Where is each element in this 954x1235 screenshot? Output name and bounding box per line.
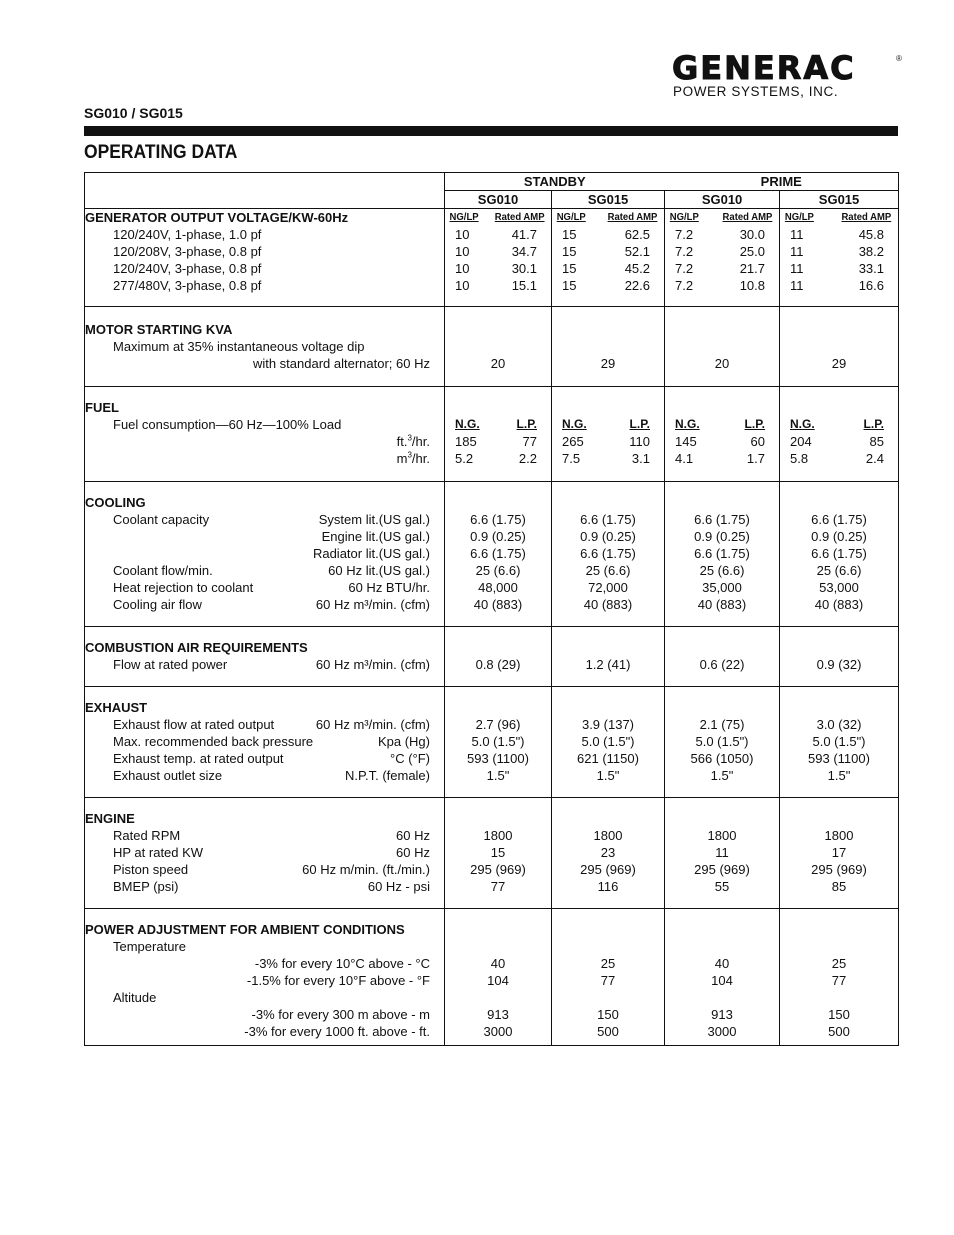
- ng-label: N.G.: [675, 417, 700, 431]
- cell: 110: [629, 434, 650, 449]
- cell: 85: [831, 879, 847, 894]
- cell: 621 (1150): [577, 751, 639, 766]
- row-label: Flow at rated power: [113, 657, 228, 672]
- cell: 40: [714, 956, 730, 971]
- cell: 45.2: [624, 261, 650, 276]
- cell: 15: [490, 845, 506, 860]
- cell: 5.2: [455, 451, 474, 466]
- cell: 1.5": [827, 768, 851, 783]
- cell: 25 (6.6): [816, 563, 862, 578]
- cell: 913: [711, 1007, 733, 1022]
- cell: 77: [490, 879, 506, 894]
- row-label: Exhaust outlet size: [113, 768, 223, 783]
- cell: 11: [790, 261, 804, 276]
- row-unit: °C (°F): [390, 751, 430, 766]
- row-label: Coolant flow/min.: [113, 563, 213, 578]
- cell: 30.1: [511, 261, 537, 276]
- cell: 150: [597, 1007, 619, 1022]
- cell: 3000: [707, 1024, 737, 1039]
- cell: 6.6 (1.75): [694, 546, 750, 561]
- cell: 0.9 (32): [816, 657, 862, 672]
- rated-amp-label: Rated AMP: [494, 212, 545, 223]
- row-unit: Kpa (Hg): [377, 734, 430, 749]
- cell: 40 (883): [473, 597, 523, 612]
- row-unit: 60 Hz BTU/hr.: [348, 580, 430, 595]
- section-combustion-air: [85, 627, 899, 687]
- cell: 204: [790, 434, 812, 449]
- section-heading: COOLING: [85, 495, 146, 510]
- lp-label: L.P.: [629, 417, 650, 431]
- row-label: Altitude: [113, 990, 157, 1005]
- ng-lp-label: NG/LP: [669, 212, 699, 223]
- row-label: BMEP (psi): [113, 879, 179, 894]
- cell: 3.9 (137): [581, 717, 635, 732]
- cell: 77: [600, 973, 616, 988]
- cell: 5.8: [790, 451, 809, 466]
- cell: 77: [522, 434, 537, 449]
- cell: 1.5": [486, 768, 510, 783]
- cell: 0.9 (0.25): [470, 529, 526, 544]
- cell: 15.1: [511, 278, 537, 293]
- row-label: Fuel consumption—60 Hz—100% Load: [113, 417, 342, 432]
- cell: 0.6 (22): [699, 657, 745, 672]
- row-unit: Radiator lit.(US gal.): [312, 546, 430, 561]
- unit-tail: /hr.: [411, 451, 430, 466]
- operating-data-table: [84, 172, 899, 1046]
- cell: 6.6 (1.75): [470, 546, 526, 561]
- cell: 6.6 (1.75): [580, 546, 636, 561]
- cell: 2.7 (96): [475, 717, 521, 732]
- cell: 48,000: [478, 580, 518, 595]
- row-unit: Engine lit.(US gal.): [321, 529, 430, 544]
- cell: 45.8: [858, 227, 884, 242]
- cell: 1800: [483, 828, 513, 843]
- cell: 295 (969): [811, 862, 867, 877]
- cell: 40 (883): [814, 597, 864, 612]
- cell: 7.2: [675, 227, 694, 242]
- model-col: SG010: [445, 191, 552, 208]
- model-col: SG015: [552, 191, 665, 208]
- cell: 11: [790, 244, 804, 259]
- cell: 593 (1100): [467, 751, 529, 766]
- cell: 20: [714, 356, 730, 371]
- cell: 0.9 (0.25): [694, 529, 750, 544]
- row-unit: 60 Hz - psi: [367, 879, 430, 894]
- row-label: HP at rated KW: [113, 845, 204, 860]
- generac-logo: [672, 49, 904, 102]
- cell: 52.1: [624, 244, 650, 259]
- cell: 104: [711, 973, 733, 988]
- cell: 41.7: [511, 227, 537, 242]
- cell: 23: [600, 845, 616, 860]
- cell: 25.0: [739, 244, 765, 259]
- cell: 6.6 (1.75): [470, 512, 526, 527]
- row-label: Cooling air flow: [113, 597, 202, 612]
- section-engine: [85, 798, 899, 909]
- rated-amp-label: Rated AMP: [722, 212, 773, 223]
- cell: 77: [831, 973, 847, 988]
- model-col: SG015: [818, 192, 860, 207]
- cell: 25 (6.6): [585, 563, 631, 578]
- cell: 6.6 (1.75): [811, 546, 867, 561]
- table-header: [85, 173, 899, 209]
- cell: 25 (6.6): [475, 563, 521, 578]
- cell: 25: [600, 956, 616, 971]
- cell: 566 (1050): [690, 751, 754, 766]
- row-unit: 60 Hz m/min. (ft./min.): [302, 862, 430, 877]
- section-exhaust: [85, 687, 899, 798]
- cell: 295 (969): [470, 862, 526, 877]
- cell: 4.1: [675, 451, 694, 466]
- cell: 5.0 (1.5"): [581, 734, 635, 749]
- cell: 38.2: [858, 244, 884, 259]
- cell: 11: [790, 278, 804, 293]
- cell: 295 (969): [694, 862, 750, 877]
- cell: 2.2: [518, 451, 537, 466]
- row-label: 277/480V, 3-phase, 0.8 pf: [113, 278, 262, 293]
- logo-wordmark: GENERAC: [672, 49, 856, 87]
- cell: 6.6 (1.75): [811, 512, 867, 527]
- ng-lp-label: NG/LP: [784, 212, 814, 223]
- cell: 1.2 (41): [585, 657, 631, 672]
- cell: 62.5: [624, 227, 650, 242]
- cell: 16.6: [858, 278, 884, 293]
- cell: 15: [562, 278, 577, 293]
- cell: 1.7: [746, 451, 765, 466]
- cell: 3.1: [631, 451, 650, 466]
- ng-lp-label: NG/LP: [449, 212, 479, 223]
- cell: 10: [455, 261, 470, 276]
- cell: 53,000: [819, 580, 859, 595]
- cell: 145: [675, 434, 697, 449]
- row-label: Maximum at 35% instantaneous voltage dip: [113, 339, 365, 354]
- row-label: -3% for every 300 m above - m: [251, 1007, 430, 1022]
- cell: 34.7: [511, 244, 537, 259]
- row-unit: 60 Hz lit.(US gal.): [328, 563, 430, 578]
- row-unit: 60 Hz m³/min. (cfm): [315, 717, 430, 732]
- ng-label: N.G.: [455, 417, 480, 431]
- cell: 29: [831, 356, 847, 371]
- cell: 85: [869, 434, 884, 449]
- cell: 1.5": [596, 768, 620, 783]
- cell: 55: [714, 879, 730, 894]
- cell: 40 (883): [583, 597, 633, 612]
- cell: 25: [831, 956, 847, 971]
- cell: 15: [562, 261, 577, 276]
- cell: 20: [490, 356, 506, 371]
- unit-sup: 3: [407, 450, 412, 460]
- cell: 6.6 (1.75): [580, 512, 636, 527]
- cell: 265: [562, 434, 584, 449]
- cell: 7.5: [562, 451, 581, 466]
- section-heading: MOTOR STARTING KVA: [85, 322, 233, 337]
- row-label: 120/208V, 3-phase, 0.8 pf: [113, 244, 262, 259]
- section-heading: ENGINE: [85, 811, 135, 826]
- section-heading: POWER ADJUSTMENT FOR AMBIENT CONDITIONS: [85, 922, 405, 937]
- header-rule: [84, 126, 898, 136]
- cell: 7.2: [675, 261, 694, 276]
- cell: 15: [562, 244, 577, 259]
- cell: 116: [597, 879, 619, 894]
- logo-subtitle: POWER SYSTEMS, INC.: [673, 84, 839, 99]
- unit-sup: 3: [407, 433, 412, 443]
- rated-amp-label: Rated AMP: [841, 212, 892, 223]
- cell: 295 (969): [580, 862, 636, 877]
- cell: 500: [597, 1024, 619, 1039]
- section-power-adjustment: [85, 909, 899, 1046]
- row-label: Coolant capacity: [113, 512, 210, 527]
- model-number: SG010 / SG015: [84, 105, 183, 121]
- cell: 2.4: [865, 451, 884, 466]
- row-label: Piston speed: [113, 862, 189, 877]
- row-unit: 60 Hz m³/min. (cfm): [315, 657, 430, 672]
- cell: 0.9 (0.25): [580, 529, 636, 544]
- cell: 7.2: [675, 244, 694, 259]
- cell: 10: [455, 227, 470, 242]
- cell: 1800: [707, 828, 737, 843]
- cell: 150: [828, 1007, 850, 1022]
- cell: 3000: [483, 1024, 513, 1039]
- cell: 33.1: [858, 261, 884, 276]
- row-unit: 60 Hz: [396, 828, 430, 843]
- cell: 11: [790, 227, 804, 242]
- unit-label: ft.: [396, 434, 408, 449]
- ng-lp-label: NG/LP: [556, 212, 586, 223]
- lp-label: L.P.: [744, 417, 765, 431]
- cell: 5.0 (1.5"): [695, 734, 749, 749]
- cell: 1800: [593, 828, 623, 843]
- cell: 593 (1100): [808, 751, 870, 766]
- cell: 104: [487, 973, 509, 988]
- row-unit: 60 Hz m³/min. (cfm): [315, 597, 430, 612]
- row-label: Max. recommended back pressure: [113, 734, 314, 749]
- row-label: -3% for every 10°C above - °C: [254, 956, 430, 971]
- row-label: 120/240V, 1-phase, 1.0 pf: [113, 227, 262, 242]
- ng-label: N.G.: [790, 417, 815, 431]
- row-label: with standard alternator; 60 Hz: [252, 356, 430, 371]
- cell: 60: [750, 434, 765, 449]
- cell: 5.0 (1.5"): [471, 734, 525, 749]
- cell: 15: [562, 227, 577, 242]
- cell: 185: [455, 434, 477, 449]
- row-label: Exhaust flow at rated output: [113, 717, 275, 732]
- cell: 913: [487, 1007, 509, 1022]
- unit-label: m: [396, 451, 408, 466]
- page-title: OPERATING DATA: [84, 142, 238, 163]
- row-unit: System lit.(US gal.): [318, 512, 430, 527]
- cell: 6.6 (1.75): [694, 512, 750, 527]
- row-unit: N.P.T. (female): [344, 768, 430, 783]
- row-label: 120/240V, 3-phase, 0.8 pf: [113, 261, 262, 276]
- cell: 7.2: [675, 278, 694, 293]
- section-cooling: [85, 482, 899, 627]
- cell: 30.0: [739, 227, 765, 242]
- cell: 40: [490, 956, 506, 971]
- section-heading: COMBUSTION AIR REQUIREMENTS: [85, 640, 308, 655]
- lp-label: L.P.: [863, 417, 884, 431]
- row-label: -3% for every 1000 ft. above - ft.: [244, 1024, 430, 1039]
- section-heading: FUEL: [85, 400, 119, 415]
- cell: 3.0 (32): [816, 717, 862, 732]
- prime-header: PRIME: [760, 174, 802, 189]
- cell: 1.5": [710, 768, 734, 783]
- cell: 72,000: [588, 580, 628, 595]
- cell: 25 (6.6): [699, 563, 745, 578]
- cell: 1800: [824, 828, 854, 843]
- cell: 0.8 (29): [475, 657, 521, 672]
- cell: 500: [828, 1024, 850, 1039]
- cell: 21.7: [739, 261, 765, 276]
- section-generator-output: [85, 209, 899, 307]
- row-label: Exhaust temp. at rated output: [113, 751, 284, 766]
- model-col: SG010: [665, 191, 780, 208]
- section-heading: EXHAUST: [85, 700, 148, 715]
- cell: 10.8: [739, 278, 765, 293]
- lp-label: L.P.: [516, 417, 537, 431]
- cell: 10: [455, 278, 470, 293]
- row-unit: 60 Hz: [396, 845, 430, 860]
- cell: 22.6: [624, 278, 650, 293]
- cell: 40 (883): [697, 597, 747, 612]
- row-label: Rated RPM: [113, 828, 181, 843]
- cell: 10: [455, 244, 470, 259]
- ng-label: N.G.: [562, 417, 587, 431]
- section-motor-starting: [85, 307, 899, 387]
- cell: 11: [715, 845, 729, 860]
- cell: 0.9 (0.25): [811, 529, 867, 544]
- unit-tail: /hr.: [411, 434, 430, 449]
- cell: 2.1 (75): [699, 717, 745, 732]
- cell: 35,000: [702, 580, 742, 595]
- row-label: Temperature: [113, 939, 186, 954]
- row-label: Heat rejection to coolant: [113, 580, 254, 595]
- row-label: -1.5% for every 10°F above - °F: [246, 973, 430, 988]
- cell: 5.0 (1.5"): [812, 734, 866, 749]
- registered-mark: ®: [896, 54, 902, 63]
- rated-amp-label: Rated AMP: [607, 212, 658, 223]
- standby-header: STANDBY: [523, 174, 586, 189]
- section-fuel: [85, 387, 899, 482]
- cell: 29: [600, 356, 616, 371]
- cell: 17: [831, 845, 847, 860]
- section-heading: GENERATOR OUTPUT VOLTAGE/KW-60Hz: [85, 210, 349, 225]
